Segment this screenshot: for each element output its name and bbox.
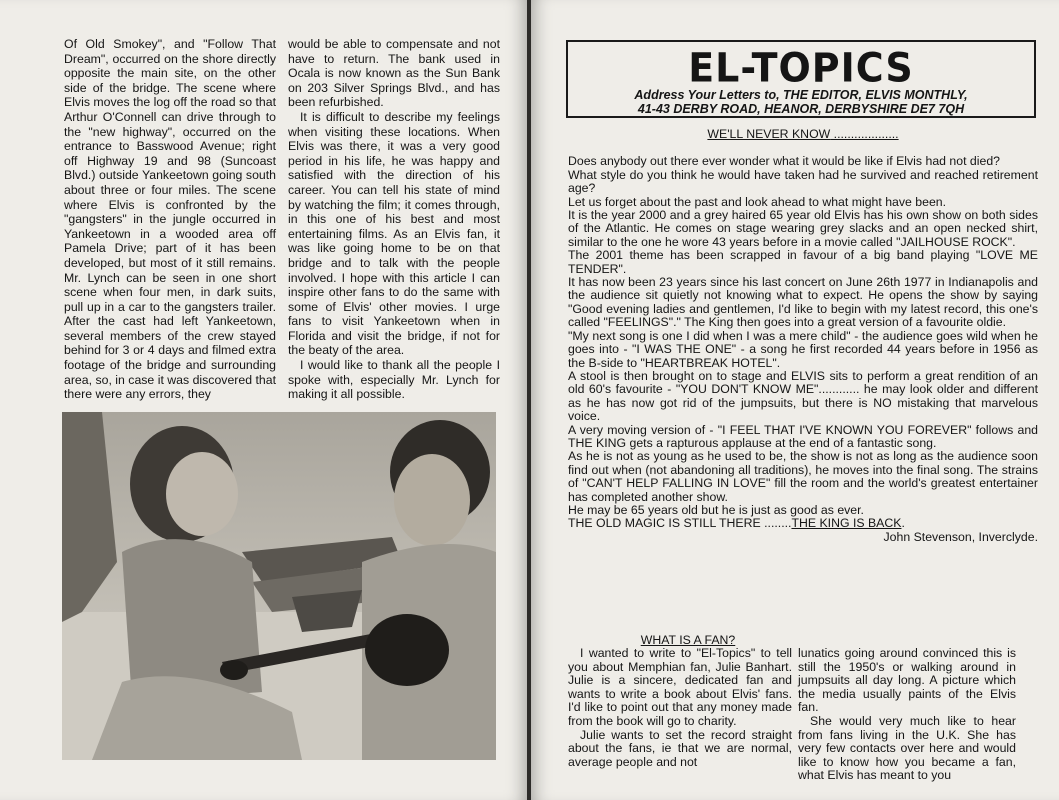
letter-paragraph: He may be 65 years old but he is just as good as ever.	[568, 502, 864, 517]
article-paragraph: Of Old Smokey", and "Follow That Dream", occurred on the shore directly opposite the main site, on the other side of the bridge. The scene where Elvis moves the log off the road so that Arthur O'Connell can drive through to the "new highway", occurred on the entrance to Basswood Avenue; right off Highway 19 and 98 (Suncoast Blvd.) outside Yankeetown going south about three or four miles. The scene where Elvis is confronted by the "gangsters" in the jungle occurred in Yankeetown in a wooded area off Pamela Drive; part of it has been developed, but most of it still remains. Mr. Lynch can be seen in one short scene when four men, in dark suits, pull up in a car to the gangsters trailer. After the cast had left Yankeetown, several members of the crew stayed behind for 3 or 4 days and filmed extra footage of the bridge and surrounding area, so, in case it was discovered that there were any errors, they	[64, 37, 276, 402]
letter-heading-text: WE'LL NEVER KNOW	[707, 127, 831, 141]
closing-emphasis: THE KING IS BACK	[791, 516, 902, 531]
letter-paragraph: The 2001 theme has been scrapped in favour of a big band playing "LOVE ME TENDER".	[568, 248, 1038, 276]
letter-closing	[568, 517, 1038, 530]
article-paragraph: It is difficult to describe my feelings when visiting these locations. When Elvis was there, it was a very good period in his life, he was happy and satisfied with the direction of his career. You can tell his state of mind by watching the film; it comes through, in this one of his best and most entertaining films. As an Elvis fan, it was like going home to be on that bridge and to talk with the people involved. I hope with this article I can inspire other fans to do the same with some of Elvis' other movies. I urge fans to visit Yankeetown when in Florida and visit the bridge, if not for the beaty of the area.	[288, 109, 500, 358]
article-column-2	[288, 37, 500, 402]
article-paragraph: would be able to compensate and not have to return. The bank used in Ocala is now known as the Sun Bank on 203 Silver Springs Blvd., and has been refurbished.	[288, 37, 500, 110]
right-page	[531, 0, 1059, 800]
letter-1	[568, 128, 1038, 544]
letter-paragraph: She would very much like to hear from fans living in the U.K. She has very few contacts over here and would like to know how you became a fan, what Elvis has meant to you	[798, 713, 1016, 783]
letter-paragraph: lunatics going around convinced this is still the 1950's or walking around in jumpsuits all day long. A picture which the media usually paints of the Elvis fan.	[798, 646, 1016, 715]
film-still-photo	[62, 412, 496, 760]
article-column-1	[64, 37, 276, 402]
letter-paragraph: A stool is then brought on to stage and ELVIS sits to perform a great rendition of an old 60's favourite - "YOU DON'T KNOW ME"............ he may look older and different as he has now got rid of the jumpsuits, but there is NO mistaking that marvelous voice.	[568, 368, 1038, 424]
letter-paragraph: It has now been 23 years since his last concert on June 26th 1977 in Indianapolis and the audience sit quietly not knowing what to expect. He opens the show by saying "Good evening ladies and gentlemen, I'd like to begin with my latest record, this one's called "FEELINGS"." The King then goes into a great version of a favourite oldie.	[568, 275, 1038, 330]
letter-paragraph: I wanted to write to "El-Topics" to tell you about Memphian fan, Julie Banhart. Julie is a sincere, dedicated fan and wants to write a book about Elvis' fans. I'd like to point out that any money made from the book will go to charity.	[568, 646, 792, 728]
letter-2-column-1	[568, 647, 792, 769]
film-still-illustration	[62, 412, 496, 760]
letter-paragraph: Let us forget about the past and look ahead to what might have been.	[568, 194, 947, 209]
article-paragraph: I would like to thank all the people I spoke with, especially Mr. Lynch for making it all possible.	[288, 358, 500, 402]
letter-signature: John Stevenson, Inverclyde.	[883, 529, 1038, 544]
letter-paragraph: It is the year 2000 and a grey haired 65 year old Elvis has his own show on both sides of the Atlantic. He comes on stage wearing grey slacks and an open necked shirt, similar to the one he wore 43 years before in a movie called "JAILHOUSE ROCK".	[568, 208, 1038, 249]
letter-2-heading: WHAT IS A FAN?	[640, 633, 736, 647]
left-page	[0, 0, 527, 800]
letter-2-column-2	[798, 647, 1016, 783]
letter-paragraph: Julie wants to set the record straight about the fans, ie that we are normal, average people and not	[568, 727, 792, 769]
address-line-2: 41-43 DERBY ROAD, HEANOR, DERBYSHIRE DE7 7QH	[637, 102, 965, 116]
closing-end: .	[901, 516, 905, 531]
el-topics-header	[566, 40, 1036, 118]
letter-heading-trail: ...................	[830, 127, 899, 141]
letter-paragraph: As he is not as young as he used to be, the show is not as long as the audience soon find out when (not abandoning all traditions), he moves into the final song. The strains of "CAN'T HELP FALLING IN LOVE" fill the room and the world's greatest entertainer has completed another show.	[568, 449, 1038, 504]
closing-prefix: THE OLD MAGIC IS STILL THERE ........	[568, 516, 792, 531]
letter-paragraph: A very moving version of - "I FEEL THAT I'VE KNOWN YOU FOREVER" follows and THE KING gets a rapturous applause at the end of a fantastic song.	[568, 422, 1038, 450]
letter-paragraph: "My next song is one I did when I was a mere child" - the audience goes wild when he goes into - "I WAS THE ONE" - a song he first recorded 44 years before in 1956 as the B-side to "HEARTBREAK HOTEL".	[568, 328, 1038, 370]
letter-heading	[568, 128, 1038, 141]
letter-paragraph: What style do you think he would have taken had he survived and reached retirement age?	[568, 167, 1038, 196]
letter-paragraph: Does anybody out there ever wonder what it would be like if Elvis had not died?	[568, 154, 1001, 169]
address-line-1: Address Your Letters to, THE EDITOR, ELVIS MONTHLY,	[634, 88, 968, 102]
section-title: EL-TOPICS	[688, 44, 914, 92]
